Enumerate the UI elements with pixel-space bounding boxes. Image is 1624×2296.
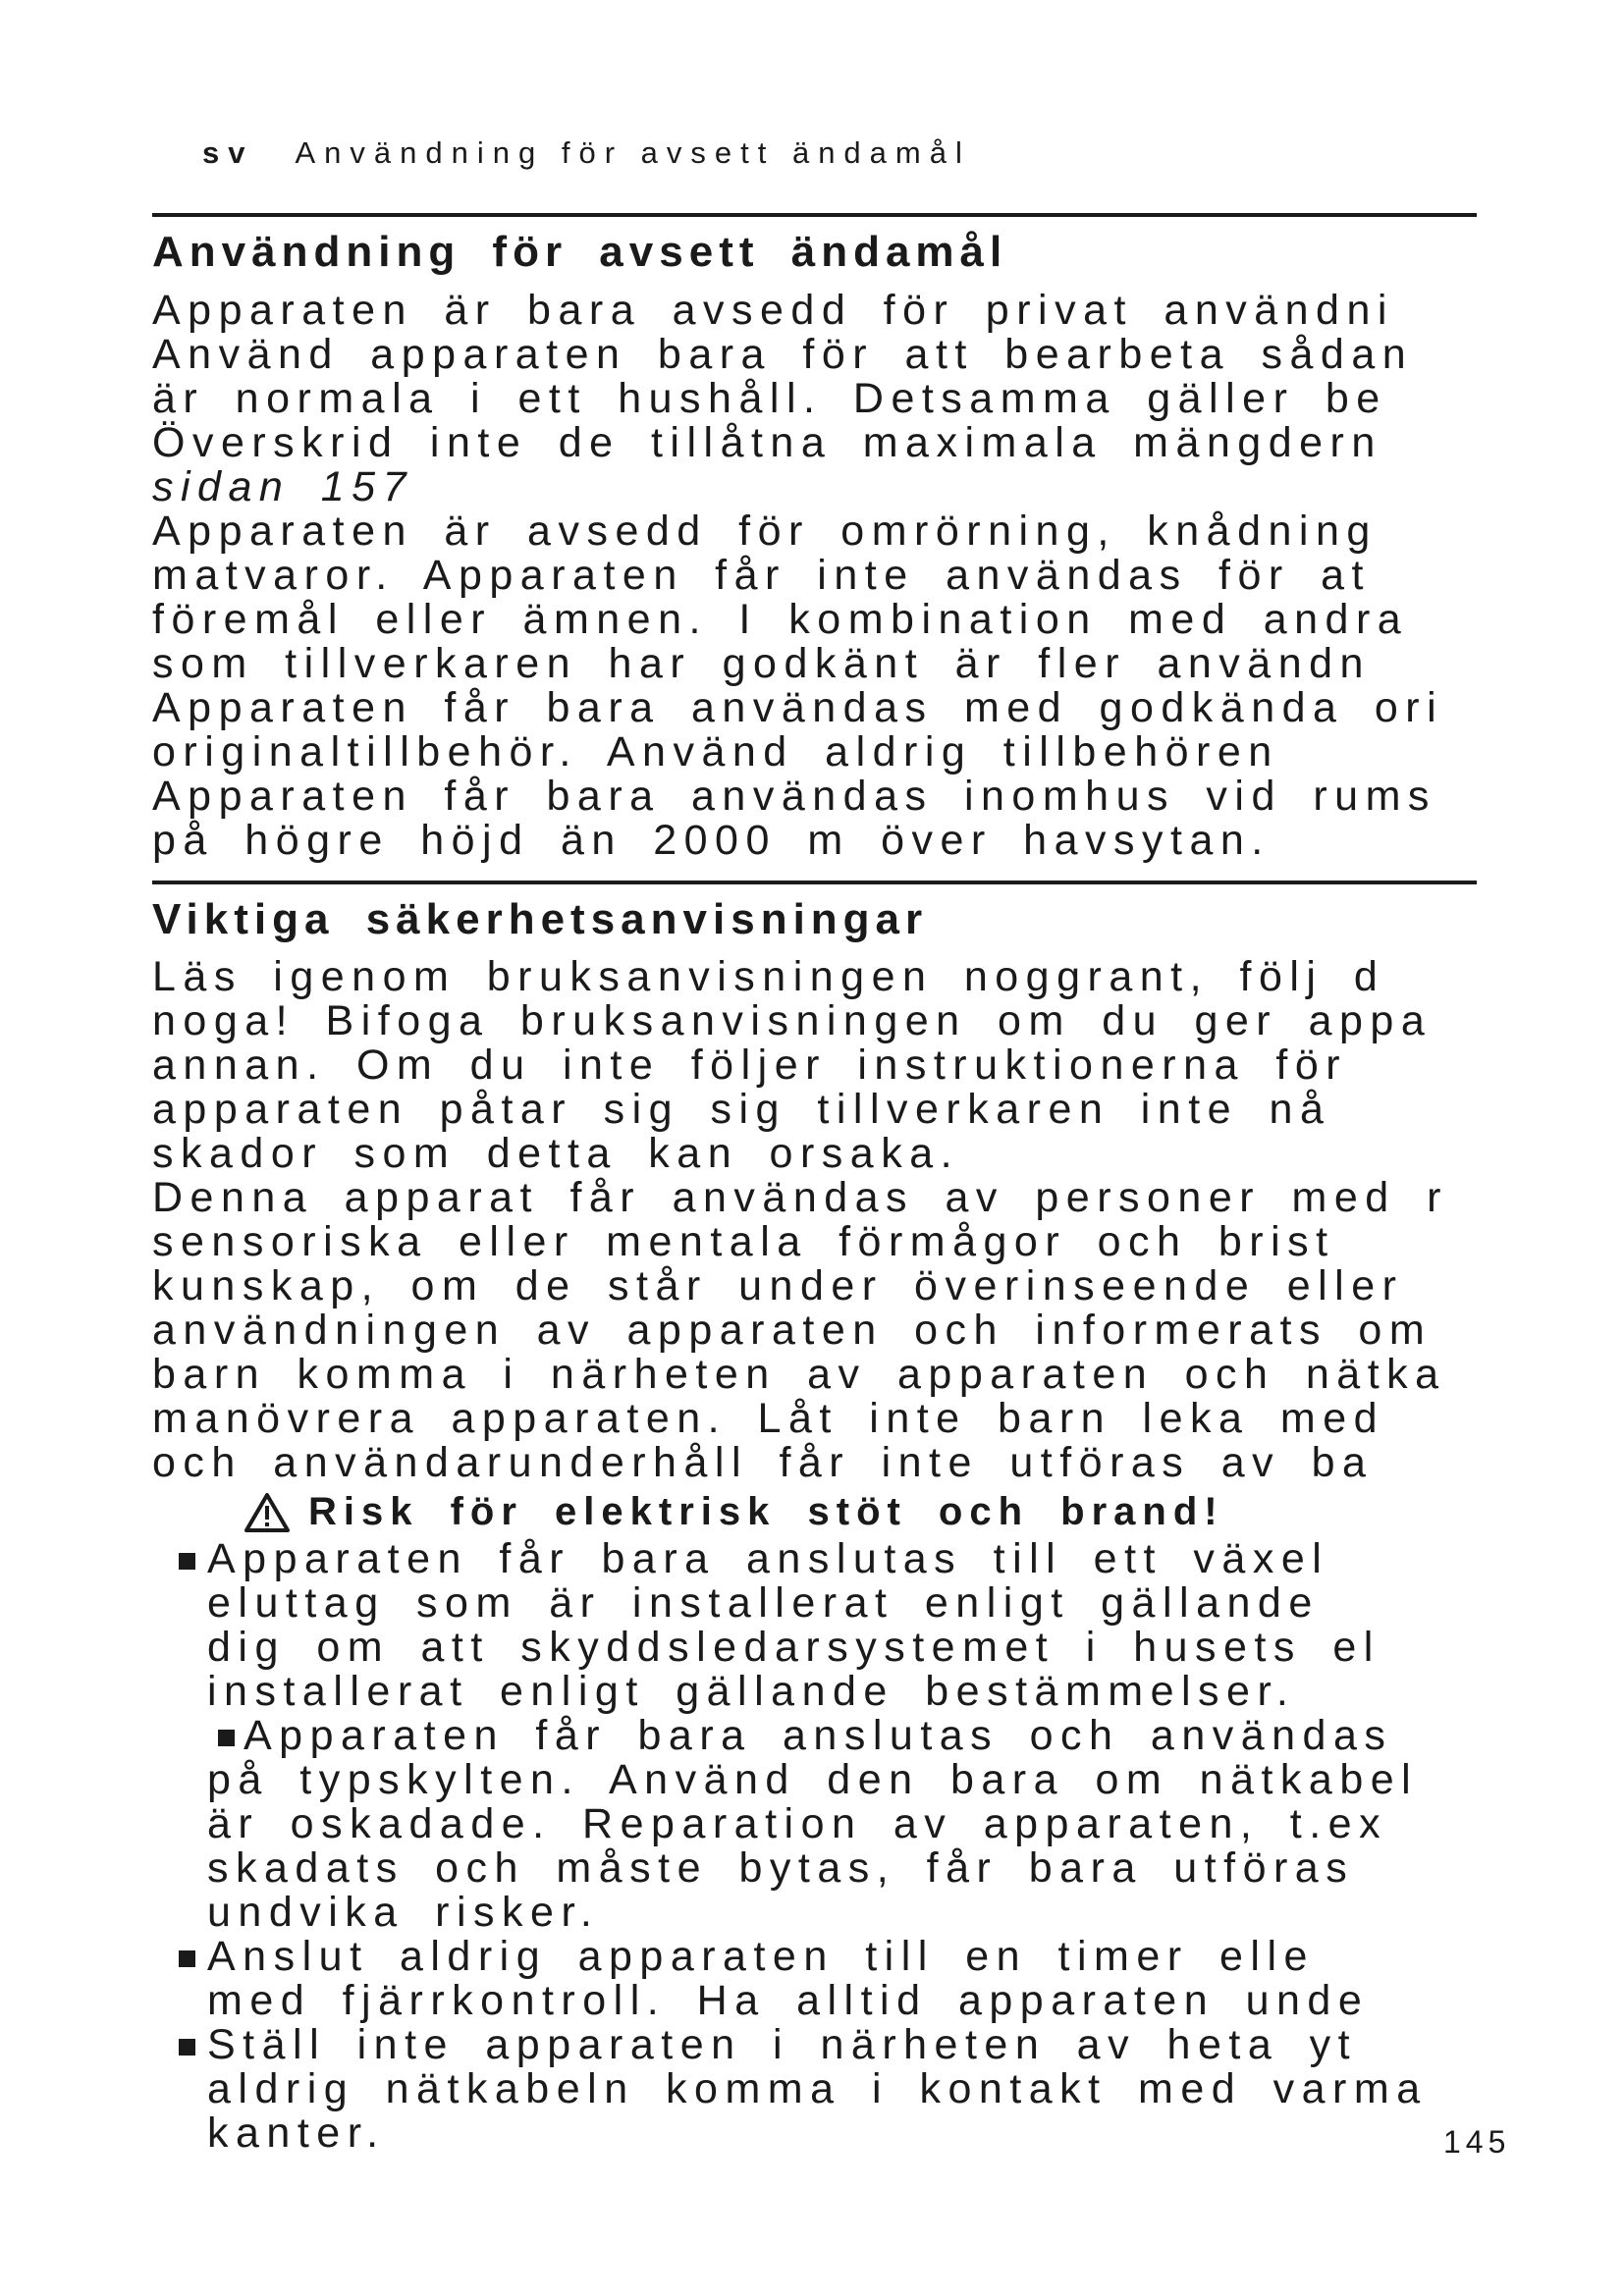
section-divider <box>152 881 1477 884</box>
bullet-square-icon <box>179 1553 195 1570</box>
text-line: Använd apparaten bara för att bearbeta sådan <box>152 331 1414 378</box>
bullet-text: Anslut aldrig apparaten till en timer elle <box>207 1933 1315 1980</box>
text-line: matvaror. Apparaten får inte användas för at <box>152 552 1372 599</box>
bullet-line <box>175 1935 1591 1979</box>
text-line: Läs igenom bruksanvisningen noggrant, följ d <box>152 955 1385 1000</box>
bullet-line: dig om att skyddsledarsystemet i husets el <box>207 1624 1380 1671</box>
text-line: apparaten påtar sig sig tillverkaren inte nå <box>152 1086 1331 1133</box>
bullet-line <box>175 2023 1591 2067</box>
bullet-line: kanter. <box>207 2109 386 2156</box>
bullet-item-mains-connection <box>175 1537 1591 1714</box>
text-line: och användarunderhåll får inte utföras av ba <box>152 1439 1374 1485</box>
text-line: skador som detta kan orsaka. <box>152 1130 960 1177</box>
warning-title: Risk för elektrisk stöt och brand! <box>308 1490 1224 1533</box>
text-line: originaltillbehör. Använd aldrig tillbehören <box>152 728 1279 775</box>
bullet-line <box>175 1537 1591 1581</box>
text-line: noga! Bifoga bruksanvisningen om du ger appa <box>152 997 1433 1044</box>
bullet-text: Ställ inte apparaten i närheten av heta yt <box>207 2021 1358 2068</box>
running-header <box>202 135 971 171</box>
text-line: är normala i ett hushåll. Detsamma gäller be <box>152 375 1387 422</box>
text-line: användningen av apparaten och informerats om <box>152 1307 1433 1354</box>
intended-use-text <box>152 289 1591 863</box>
bullet-text: Apparaten får bara anslutas till ett växel <box>207 1537 1329 1582</box>
text-line: manövrera apparaten. Låt inte barn leka med <box>152 1395 1385 1442</box>
bullet-line: eluttag som är installerat enligt gällande <box>207 1579 1320 1627</box>
safety-bullet-list <box>175 1537 1591 2156</box>
bullet-line: på typskylten. Använd den bara om nätkabel <box>207 1756 1419 1803</box>
warning-triangle-icon <box>244 1492 291 1533</box>
text-line: Apparaten är bara avsedd för privat användni <box>152 289 1394 334</box>
bullet-item-rating-plate <box>175 1714 1591 1935</box>
section-divider <box>152 213 1477 217</box>
bullet-text: Apparaten får bara anslutas och användas <box>244 1712 1393 1759</box>
text-line: Apparaten är avsedd för omrörning, knådning <box>152 507 1378 555</box>
text-line: Apparaten får bara användas inomhus vid rums <box>152 773 1436 820</box>
text-line: som tillverkaren har godkänt är fler användn <box>152 640 1371 687</box>
bullet-square-icon <box>179 1950 195 1967</box>
page-reference: sidan 157 <box>152 463 413 510</box>
bullet-item-hot-surfaces <box>175 2023 1591 2156</box>
text-line: barn komma i närheten av apparaten och nätka <box>152 1351 1446 1398</box>
text-line: Överskrid inte de tillåtna maximala mängdern <box>152 419 1382 466</box>
bullet-line: är oskadade. Reparation av apparaten, t.ex <box>207 1800 1388 1847</box>
text-line: föremål eller ämnen. I kombination med andra <box>152 596 1409 643</box>
bullet-line: skadats och måste bytas, får bara utföras <box>207 1844 1355 1892</box>
language-code: sv <box>202 135 254 170</box>
bullet-square-icon <box>179 2039 195 2056</box>
bullet-line: undvika risker. <box>207 1889 600 1936</box>
text-line: Apparaten får bara användas med godkända ori <box>152 684 1444 731</box>
section-heading-safety: Viktiga säkerhetsanvisningar <box>152 895 929 943</box>
text-line: kunskap, om de står under överinseende eller <box>152 1262 1404 1309</box>
warning-heading <box>244 1490 1224 1534</box>
bullet-line: med fjärrkontroll. Ha alltid apparaten unde <box>207 1977 1370 2024</box>
section-heading-intended-use: Användning för avsett ändamål <box>152 228 1008 276</box>
header-title: Användning för avsett ändamål <box>295 135 971 170</box>
text-line: sensoriska eller mentala förmågor och brist <box>152 1218 1335 1265</box>
bullet-line: installerat enligt gällande bestämmelser. <box>207 1668 1296 1715</box>
bullet-item-timer <box>175 1935 1591 2023</box>
text-line: Denna apparat får användas av personer med r <box>152 1174 1448 1221</box>
page-number: 145 <box>1443 2124 1511 2160</box>
text-line: annan. Om du inte följer instruktionerna för <box>152 1041 1348 1089</box>
safety-text <box>152 955 1591 1485</box>
text-line: på högre höjd än 2000 m över havsytan. <box>152 817 1271 863</box>
bullet-line: aldrig nätkabeln komma i kontakt med varma <box>207 2065 1428 2112</box>
bullet-square-icon <box>218 1730 235 1746</box>
bullet-line <box>175 1714 1591 1758</box>
